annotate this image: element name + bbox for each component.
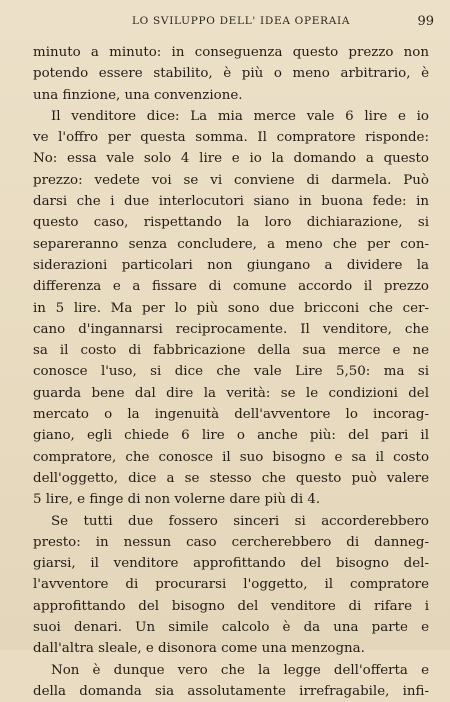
running-title: LO SVILUPPO DELL' IDEA OPERAIA xyxy=(132,15,351,27)
text-line: della domanda sia assolutamente irrefragabile, infi- xyxy=(33,683,429,699)
text-line: mercato o la ingenuità dell'avventore lo incorag- xyxy=(33,407,429,423)
text-line: Se tutti due fossero sinceri si accorderebbero xyxy=(51,513,429,529)
text-line: una finzione, una convenzione. xyxy=(33,87,243,103)
text-line: compratore, che conosce il suo bisogno e sa il costo xyxy=(33,449,429,465)
text-line: suoi denari. Un simile calcolo è da una parte e xyxy=(33,620,429,636)
text-line: differenza e a fissare di comune accordo il prezzo xyxy=(33,279,429,295)
text-line: approfittando del bisogno del venditore di rifare i xyxy=(33,598,429,614)
page-number: 99 xyxy=(417,14,434,29)
text-line: questo caso, rispettando la loro dichiarazione, si xyxy=(33,215,429,231)
text-line: cano d'ingannarsi reciprocamente. Il venditore, che xyxy=(33,321,429,337)
text-line: Non è dunque vero che la legge dell'offerta e xyxy=(51,662,429,678)
page-header xyxy=(0,15,450,35)
text-line: separeranno senza concludere, a meno che per con- xyxy=(33,236,429,252)
body-text xyxy=(33,42,429,702)
text-line: dell'oggetto, dice a se stesso che questo può valere xyxy=(33,470,429,486)
text-line: giano, egli chiede 6 lire o anche più: del pari il xyxy=(33,428,429,444)
text-line: presto: in nessun caso cercherebbero di danneg- xyxy=(33,534,429,550)
text-line: guarda bene dal dire la verità: se le condizioni del xyxy=(33,385,429,401)
text-line: darsi che i due interlocutori siano in buona fede: in xyxy=(33,194,429,210)
text-line: giarsi, il venditore approfittando del bisogno del- xyxy=(33,556,429,572)
text-line: conosce l'uso, si dice che vale Lire 5,50: ma si xyxy=(33,364,429,380)
text-line: in 5 lire. Ma per lo più sono due bricconi che cer- xyxy=(33,300,429,316)
text-line: potendo essere stabilito, è più o meno arbitrario, è xyxy=(33,66,429,82)
text-line: minuto a minuto: in conseguenza questo prezzo non xyxy=(33,45,429,60)
text-line: 5 lire, e finge di non volerne dare più di 4. xyxy=(33,492,321,508)
text-line: No: essa vale solo 4 lire e io la domando a questo xyxy=(33,151,429,167)
text-line: l'avventore di procurarsi l'oggetto, il compratore xyxy=(33,577,429,593)
text-line: ve l'offro per questa somma. Il compratore risponde: xyxy=(33,130,429,146)
text-line: dall'altra sleale, e disonora come una menzogna. xyxy=(33,641,365,657)
text-line: prezzo: vedete voi se vi conviene di darmela. Può xyxy=(33,172,429,188)
text-line: Il venditore dice: La mia merce vale 6 lire e io xyxy=(51,108,429,124)
text-line: sa il costo di fabbricazione della sua merce e ne xyxy=(33,343,429,359)
text-line: siderazioni particolari non giungano a dividere la xyxy=(33,257,429,273)
